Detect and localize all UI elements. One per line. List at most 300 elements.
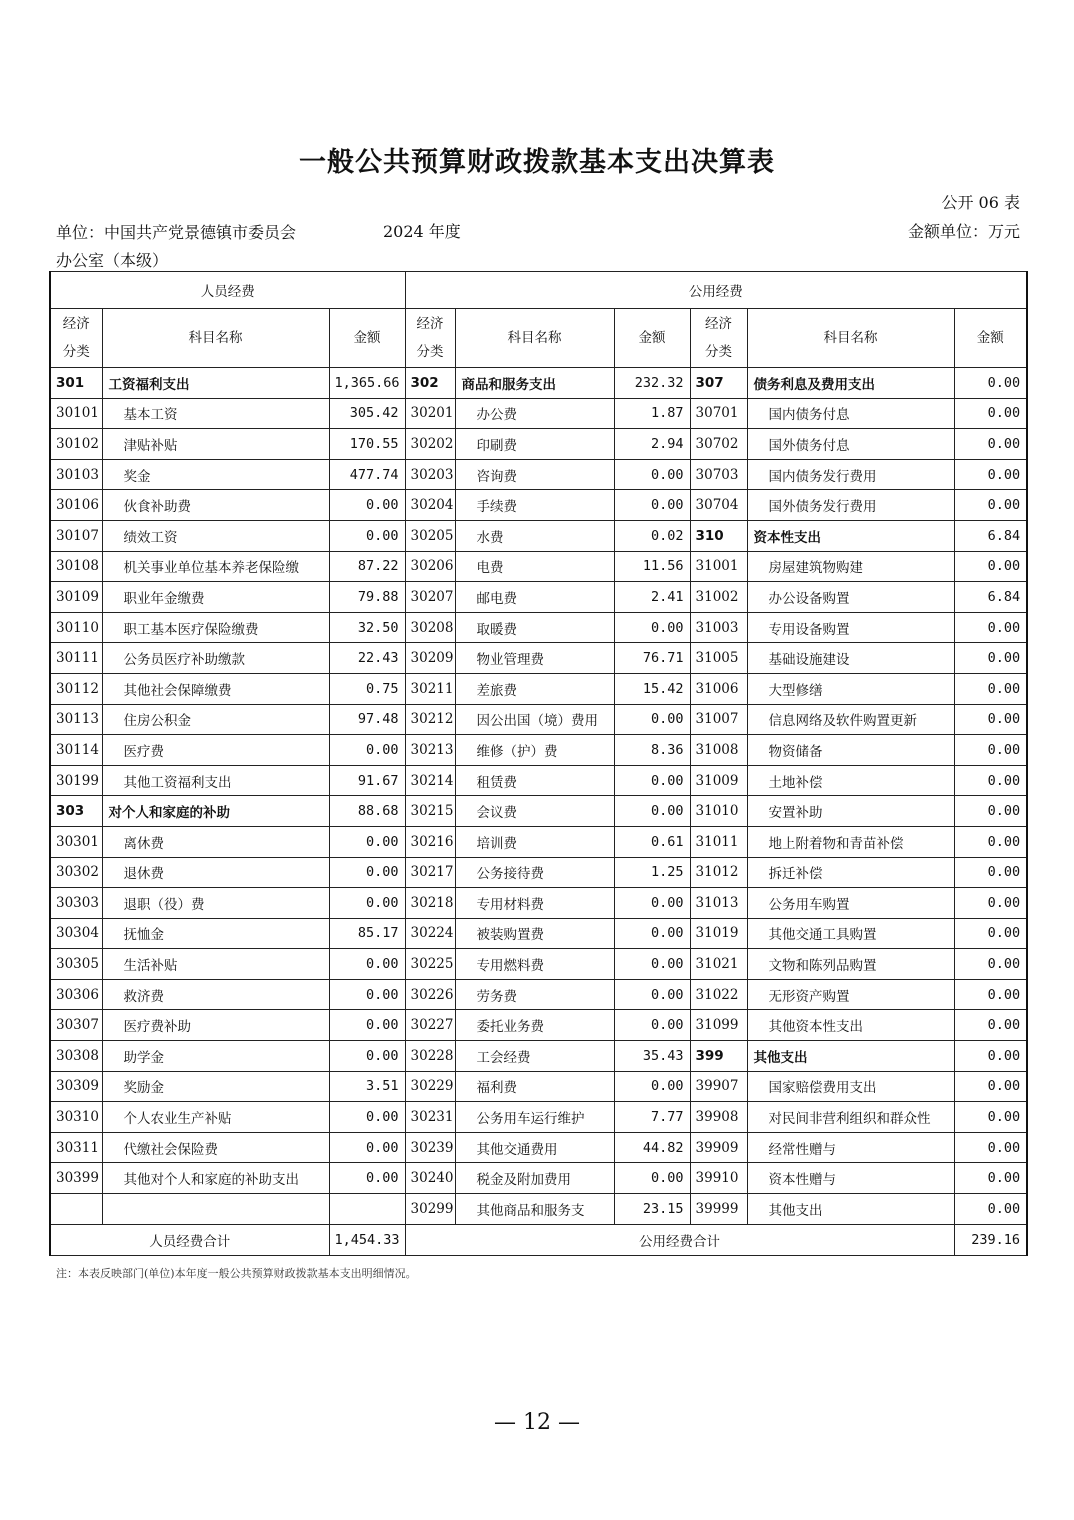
amount-cell: 0.00 <box>614 765 690 796</box>
subject-name-cell: 助学金 <box>102 1041 329 1072</box>
subject-name-cell: 专用材料费 <box>455 888 614 919</box>
subject-name-cell: 商品和服务支出 <box>455 368 614 399</box>
subject-name-cell: 福利费 <box>455 1071 614 1102</box>
amount-cell: 0.00 <box>329 520 405 551</box>
subject-name-cell: 债务利息及费用支出 <box>747 368 954 399</box>
econ-code-cell: 30204 <box>405 490 455 521</box>
subject-name-cell: 机关事业单位基本养老保险缴 <box>102 551 329 582</box>
econ-code-cell: 30239 <box>405 1132 455 1163</box>
econ-code-cell: 310 <box>690 520 747 551</box>
amount-cell: 0.00 <box>614 918 690 949</box>
econ-code-cell: 30209 <box>405 643 455 674</box>
amount-cell: 0.00 <box>954 1194 1027 1225</box>
subject-name-cell: 其他工资福利支出 <box>102 765 329 796</box>
econ-code-cell: 30217 <box>405 857 455 888</box>
amount-cell: 1.87 <box>614 398 690 429</box>
subject-name-cell: 电费 <box>455 551 614 582</box>
subject-name-cell: 代缴社会保险费 <box>102 1132 329 1163</box>
amount-cell: 0.00 <box>954 888 1027 919</box>
footnote: 注：本表反映部门(单位)本年度一般公共预算财政拨款基本支出明细情况。 <box>56 1267 417 1280</box>
subject-name-cell: 离休费 <box>102 826 329 857</box>
table-row <box>50 398 1027 429</box>
amount-cell: 0.00 <box>954 704 1027 735</box>
econ-code-cell: 30704 <box>690 490 747 521</box>
subject-name-cell: 国内债务付息 <box>747 398 954 429</box>
table-row <box>50 857 1027 888</box>
subject-header: 科目名称 <box>747 309 954 368</box>
econ-code-cell: 31007 <box>690 704 747 735</box>
subject-name-cell: 其他对个人和家庭的补助支出 <box>102 1163 329 1194</box>
econ-code-cell: 30106 <box>50 490 102 521</box>
subject-name-cell: 医疗费补助 <box>102 1010 329 1041</box>
subject-name-cell: 房屋建筑物购建 <box>747 551 954 582</box>
subject-name-cell: 奖金 <box>102 459 329 490</box>
econ-code-cell: 30311 <box>50 1132 102 1163</box>
subject-name-cell: 水费 <box>455 520 614 551</box>
unit-name-line2: 办公室（本级） <box>56 251 169 270</box>
amount-cell: 79.88 <box>329 582 405 613</box>
econ-code-cell: 30214 <box>405 765 455 796</box>
table-row <box>50 765 1027 796</box>
table-row <box>50 673 1027 704</box>
econ-code-cell: 30225 <box>405 949 455 980</box>
econ-code-cell: 30701 <box>690 398 747 429</box>
econ-code-cell: 30310 <box>50 1102 102 1133</box>
amount-cell: 76.71 <box>614 643 690 674</box>
subject-name-cell: 其他社会保障缴费 <box>102 673 329 704</box>
table-row <box>50 826 1027 857</box>
econ-code-cell: 31010 <box>690 796 747 827</box>
amount-cell: 7.77 <box>614 1102 690 1133</box>
amount-cell: 1.25 <box>614 857 690 888</box>
econ-code-cell: 31001 <box>690 551 747 582</box>
table-row <box>50 1102 1027 1133</box>
table-row <box>50 979 1027 1010</box>
econ-code-cell: 39910 <box>690 1163 747 1194</box>
subject-name-cell: 基础设施建设 <box>747 643 954 674</box>
subject-name-cell: 邮电费 <box>455 582 614 613</box>
subject-name-cell: 对个人和家庭的补助 <box>102 796 329 827</box>
subject-name-cell: 因公出国（境）费用 <box>455 704 614 735</box>
amount-cell: 15.42 <box>614 673 690 704</box>
subject-name-cell: 生活补贴 <box>102 949 329 980</box>
econ-code-cell: 30308 <box>50 1041 102 1072</box>
amount-cell: 0.00 <box>954 1132 1027 1163</box>
amount-cell: 22.43 <box>329 643 405 674</box>
amount-cell: 0.00 <box>329 1132 405 1163</box>
econ-code-cell: 31005 <box>690 643 747 674</box>
amount-cell: 0.00 <box>954 429 1027 460</box>
subject-name-cell: 公务接待费 <box>455 857 614 888</box>
amount-cell: 0.00 <box>614 1071 690 1102</box>
amount-cell: 0.00 <box>614 704 690 735</box>
subject-name-cell: 津贴补贴 <box>102 429 329 460</box>
subject-name-cell: 医疗费 <box>102 735 329 766</box>
amount-cell: 0.00 <box>614 796 690 827</box>
amount-cell: 0.00 <box>614 490 690 521</box>
amount-cell: 0.00 <box>329 826 405 857</box>
subject-name-cell: 对民间非营利组织和群众性 <box>747 1102 954 1133</box>
amount-cell: 87.22 <box>329 551 405 582</box>
amount-cell: 0.00 <box>329 1102 405 1133</box>
table-row <box>50 551 1027 582</box>
table-row <box>50 459 1027 490</box>
subject-header: 科目名称 <box>455 309 614 368</box>
econ-code-cell: 30231 <box>405 1102 455 1133</box>
econ-code-cell: 30305 <box>50 949 102 980</box>
econ-code-cell: 31008 <box>690 735 747 766</box>
subject-name-cell: 其他交通工具购置 <box>747 918 954 949</box>
subject-name-cell: 退职（役）费 <box>102 888 329 919</box>
amount-cell: 0.00 <box>954 765 1027 796</box>
page-number: — 12 — <box>494 1410 580 1435</box>
subject-name-cell: 大型修缮 <box>747 673 954 704</box>
subject-name-cell: 经常性赠与 <box>747 1132 954 1163</box>
econ-class-header: 经济 分类 <box>50 309 102 368</box>
subject-name-cell: 抚恤金 <box>102 918 329 949</box>
econ-code-cell: 30109 <box>50 582 102 613</box>
subject-name-cell: 住房公积金 <box>102 704 329 735</box>
amount-cell: 0.00 <box>954 490 1027 521</box>
unit-name-line1: 单位：中国共产党景德镇市委员会 <box>56 223 297 242</box>
econ-code-cell: 30304 <box>50 918 102 949</box>
table-row <box>50 582 1027 613</box>
amount-cell: 3.51 <box>329 1071 405 1102</box>
subject-name-cell: 其他商品和服务支 <box>455 1194 614 1225</box>
amount-cell: 2.94 <box>614 429 690 460</box>
subject-name-cell: 救济费 <box>102 979 329 1010</box>
subject-name-cell: 个人农业生产补贴 <box>102 1102 329 1133</box>
public-header: 公用经费 <box>405 272 1027 309</box>
econ-code-cell: 302 <box>405 368 455 399</box>
econ-code-cell: 30702 <box>690 429 747 460</box>
subject-name-cell: 退休费 <box>102 857 329 888</box>
econ-code-cell: 30227 <box>405 1010 455 1041</box>
subject-name-cell: 其他交通费用 <box>455 1132 614 1163</box>
amount-cell: 0.00 <box>614 1163 690 1194</box>
amount-cell: 0.00 <box>614 888 690 919</box>
econ-code-cell: 30113 <box>50 704 102 735</box>
table-row <box>50 490 1027 521</box>
money-unit: 金额单位：万元 <box>907 222 1020 241</box>
amount-cell: 0.00 <box>954 459 1027 490</box>
subject-name-cell: 信息网络及软件购置更新 <box>747 704 954 735</box>
amount-cell: 0.00 <box>329 1041 405 1072</box>
amount-cell: 32.50 <box>329 612 405 643</box>
econ-code-cell: 303 <box>50 796 102 827</box>
amount-cell: 0.00 <box>329 949 405 980</box>
econ-code-cell: 31013 <box>690 888 747 919</box>
table-row <box>50 1071 1027 1102</box>
amount-cell: 0.00 <box>614 459 690 490</box>
econ-code-cell: 31021 <box>690 949 747 980</box>
econ-code-cell: 31006 <box>690 673 747 704</box>
amount-cell: 0.00 <box>614 979 690 1010</box>
table-row <box>50 520 1027 551</box>
amount-cell: 0.00 <box>329 888 405 919</box>
econ-code-cell: 30240 <box>405 1163 455 1194</box>
econ-code-cell: 30103 <box>50 459 102 490</box>
subject-name-cell: 租赁费 <box>455 765 614 796</box>
table-row <box>50 949 1027 980</box>
amount-cell: 170.55 <box>329 429 405 460</box>
econ-code-cell: 30107 <box>50 520 102 551</box>
amount-cell: 0.00 <box>614 949 690 980</box>
subject-name-cell: 伙食补助费 <box>102 490 329 521</box>
table-row <box>50 704 1027 735</box>
amount-cell: 0.61 <box>614 826 690 857</box>
econ-code-cell: 30301 <box>50 826 102 857</box>
amount-cell: 8.36 <box>614 735 690 766</box>
amount-cell: 0.75 <box>329 673 405 704</box>
econ-code-cell: 30226 <box>405 979 455 1010</box>
subject-name-cell: 工资福利支出 <box>102 368 329 399</box>
totals-row <box>50 1224 1027 1255</box>
econ-code-cell: 30216 <box>405 826 455 857</box>
subject-name-cell: 奖励金 <box>102 1071 329 1102</box>
econ-code-cell: 31003 <box>690 612 747 643</box>
amount-cell: 0.00 <box>954 796 1027 827</box>
amount-cell: 0.00 <box>954 612 1027 643</box>
table-row <box>50 918 1027 949</box>
subject-name-cell: 公务用车购置 <box>747 888 954 919</box>
econ-code-cell <box>50 1194 102 1225</box>
personnel-total-label: 人员经费合计 <box>50 1224 329 1255</box>
table-row <box>50 368 1027 399</box>
subject-name-cell: 税金及附加费用 <box>455 1163 614 1194</box>
amount-cell: 0.00 <box>954 673 1027 704</box>
econ-code-cell: 30206 <box>405 551 455 582</box>
econ-code-cell: 39999 <box>690 1194 747 1225</box>
amount-cell: 0.00 <box>329 490 405 521</box>
table-row <box>50 429 1027 460</box>
amount-cell: 44.82 <box>614 1132 690 1163</box>
amount-cell: 0.00 <box>954 1041 1027 1072</box>
econ-code-cell: 30112 <box>50 673 102 704</box>
table-row <box>50 1163 1027 1194</box>
fiscal-year: 2024 年度 <box>383 222 461 241</box>
subject-name-cell: 委托业务费 <box>455 1010 614 1041</box>
econ-code-cell: 30218 <box>405 888 455 919</box>
amount-cell: 0.00 <box>954 857 1027 888</box>
econ-code-cell: 30102 <box>50 429 102 460</box>
amount-cell: 0.00 <box>954 1102 1027 1133</box>
econ-code-cell: 30101 <box>50 398 102 429</box>
econ-code-cell: 30399 <box>50 1163 102 1194</box>
amount-cell: 0.00 <box>954 643 1027 674</box>
econ-code-cell: 30203 <box>405 459 455 490</box>
subject-name-cell: 土地补偿 <box>747 765 954 796</box>
page-title: 一般公共预算财政拨款基本支出决算表 <box>299 147 775 178</box>
econ-code-cell: 30228 <box>405 1041 455 1072</box>
econ-code-cell: 399 <box>690 1041 747 1072</box>
amount-cell: 0.02 <box>614 520 690 551</box>
subject-name-cell: 手续费 <box>455 490 614 521</box>
econ-code-cell: 39907 <box>690 1071 747 1102</box>
econ-code-cell: 30201 <box>405 398 455 429</box>
subject-name-cell: 专用设备购置 <box>747 612 954 643</box>
subject-name-cell: 劳务费 <box>455 979 614 1010</box>
amount-cell: 0.00 <box>954 826 1027 857</box>
table-row <box>50 735 1027 766</box>
subject-name-cell: 办公设备购置 <box>747 582 954 613</box>
amount-cell: 0.00 <box>954 1071 1027 1102</box>
amount-cell: 85.17 <box>329 918 405 949</box>
subject-name-cell: 会议费 <box>455 796 614 827</box>
table-number: 公开 06 表 <box>941 193 1020 212</box>
econ-code-cell: 31099 <box>690 1010 747 1041</box>
table-row <box>50 1194 1027 1225</box>
amount-cell: 232.32 <box>614 368 690 399</box>
expenditure-table <box>49 271 1028 1256</box>
subject-name-cell: 差旅费 <box>455 673 614 704</box>
group-header-row <box>50 272 1027 309</box>
amount-cell: 0.00 <box>954 735 1027 766</box>
public-total-value: 239.16 <box>954 1224 1027 1255</box>
subject-name-cell: 办公费 <box>455 398 614 429</box>
subject-name-cell: 公务用车运行维护 <box>455 1102 614 1133</box>
econ-code-cell: 30229 <box>405 1071 455 1102</box>
amount-cell: 11.56 <box>614 551 690 582</box>
econ-code-cell: 31009 <box>690 765 747 796</box>
amount-cell: 6.84 <box>954 520 1027 551</box>
amount-cell: 0.00 <box>614 612 690 643</box>
amount-cell: 97.48 <box>329 704 405 735</box>
econ-code-cell: 30202 <box>405 429 455 460</box>
amount-cell <box>329 1194 405 1225</box>
econ-code-cell: 31012 <box>690 857 747 888</box>
subject-name-cell: 国家赔偿费用支出 <box>747 1071 954 1102</box>
econ-code-cell: 30114 <box>50 735 102 766</box>
econ-code-cell: 30111 <box>50 643 102 674</box>
subject-name-cell: 印刷费 <box>455 429 614 460</box>
personnel-total-value: 1,454.33 <box>329 1224 405 1255</box>
econ-code-cell: 39909 <box>690 1132 747 1163</box>
econ-code-cell: 31002 <box>690 582 747 613</box>
subject-name-cell <box>102 1194 329 1225</box>
table-row <box>50 796 1027 827</box>
amount-cell: 0.00 <box>954 1163 1027 1194</box>
econ-code-cell: 30205 <box>405 520 455 551</box>
amount-cell: 0.00 <box>329 857 405 888</box>
amount-cell: 23.15 <box>614 1194 690 1225</box>
amount-cell: 477.74 <box>329 459 405 490</box>
amount-header: 金额 <box>329 309 405 368</box>
subject-name-cell: 公务员医疗补助缴款 <box>102 643 329 674</box>
subject-name-cell: 其他支出 <box>747 1194 954 1225</box>
subject-name-cell: 物资储备 <box>747 735 954 766</box>
subject-name-cell: 取暖费 <box>455 612 614 643</box>
amount-cell: 0.00 <box>954 979 1027 1010</box>
amount-cell: 0.00 <box>954 1010 1027 1041</box>
subject-name-cell: 咨询费 <box>455 459 614 490</box>
econ-code-cell: 30303 <box>50 888 102 919</box>
amount-cell: 0.00 <box>329 1163 405 1194</box>
amount-cell: 6.84 <box>954 582 1027 613</box>
column-header-row <box>50 309 1027 368</box>
subject-name-cell: 工会经费 <box>455 1041 614 1072</box>
econ-code-cell: 39908 <box>690 1102 747 1133</box>
econ-code-cell: 30108 <box>50 551 102 582</box>
amount-header: 金额 <box>954 309 1027 368</box>
econ-class-header: 经济 分类 <box>405 309 455 368</box>
econ-code-cell: 301 <box>50 368 102 399</box>
econ-code-cell: 307 <box>690 368 747 399</box>
econ-code-cell: 30299 <box>405 1194 455 1225</box>
subject-name-cell: 资本性支出 <box>747 520 954 551</box>
table-row <box>50 888 1027 919</box>
amount-cell: 1,365.66 <box>329 368 405 399</box>
subject-name-cell: 国外债务付息 <box>747 429 954 460</box>
amount-cell: 0.00 <box>329 735 405 766</box>
amount-header: 金额 <box>614 309 690 368</box>
amount-cell: 0.00 <box>954 368 1027 399</box>
econ-code-cell: 30703 <box>690 459 747 490</box>
subject-header: 科目名称 <box>102 309 329 368</box>
subject-name-cell: 资本性赠与 <box>747 1163 954 1194</box>
amount-cell: 0.00 <box>954 918 1027 949</box>
econ-code-cell: 30309 <box>50 1071 102 1102</box>
amount-cell: 0.00 <box>954 398 1027 429</box>
subject-name-cell: 被装购置费 <box>455 918 614 949</box>
subject-name-cell: 基本工资 <box>102 398 329 429</box>
amount-cell: 0.00 <box>954 551 1027 582</box>
amount-cell: 2.41 <box>614 582 690 613</box>
econ-code-cell: 30306 <box>50 979 102 1010</box>
table-row <box>50 1132 1027 1163</box>
econ-code-cell: 31019 <box>690 918 747 949</box>
amount-cell: 0.00 <box>614 1010 690 1041</box>
subject-name-cell: 拆迁补偿 <box>747 857 954 888</box>
personnel-header: 人员经费 <box>50 272 405 309</box>
subject-name-cell: 培训费 <box>455 826 614 857</box>
subject-name-cell: 职业年金缴费 <box>102 582 329 613</box>
subject-name-cell: 维修（护）费 <box>455 735 614 766</box>
amount-cell: 88.68 <box>329 796 405 827</box>
amount-cell: 91.67 <box>329 765 405 796</box>
econ-code-cell: 30110 <box>50 612 102 643</box>
econ-class-header: 经济 分类 <box>690 309 747 368</box>
amount-cell: 0.00 <box>954 949 1027 980</box>
econ-code-cell: 30207 <box>405 582 455 613</box>
subject-name-cell: 专用燃料费 <box>455 949 614 980</box>
econ-code-cell: 30307 <box>50 1010 102 1041</box>
amount-cell: 0.00 <box>329 1010 405 1041</box>
table-row <box>50 1041 1027 1072</box>
subject-name-cell: 绩效工资 <box>102 520 329 551</box>
econ-code-cell: 30224 <box>405 918 455 949</box>
unit-label <box>56 219 296 275</box>
subject-name-cell: 安置补助 <box>747 796 954 827</box>
econ-code-cell: 30213 <box>405 735 455 766</box>
amount-cell: 305.42 <box>329 398 405 429</box>
econ-code-cell: 30215 <box>405 796 455 827</box>
table-row <box>50 612 1027 643</box>
econ-code-cell: 30212 <box>405 704 455 735</box>
econ-code-cell: 30302 <box>50 857 102 888</box>
subject-name-cell: 其他资本性支出 <box>747 1010 954 1041</box>
table-row <box>50 1010 1027 1041</box>
econ-code-cell: 30199 <box>50 765 102 796</box>
amount-cell: 0.00 <box>329 979 405 1010</box>
subject-name-cell: 国内债务发行费用 <box>747 459 954 490</box>
public-total-label: 公用经费合计 <box>405 1224 954 1255</box>
econ-code-cell: 31022 <box>690 979 747 1010</box>
table-row <box>50 643 1027 674</box>
subject-name-cell: 物业管理费 <box>455 643 614 674</box>
subject-name-cell: 地上附着物和青苗补偿 <box>747 826 954 857</box>
subject-name-cell: 国外债务发行费用 <box>747 490 954 521</box>
